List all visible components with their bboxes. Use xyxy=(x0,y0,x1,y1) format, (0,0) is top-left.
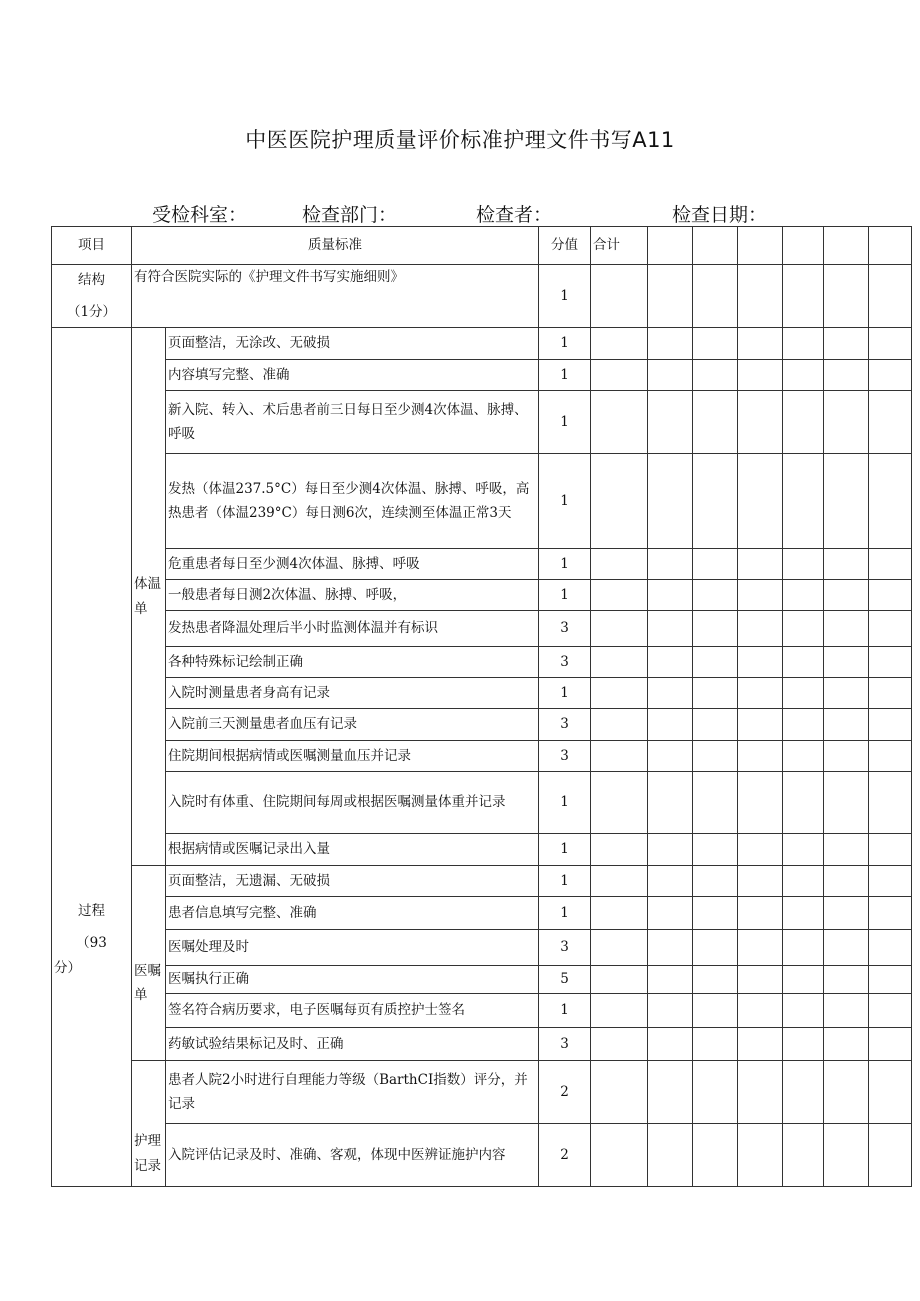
row-text: 入院时有体重、住院期间每周或根据医嘱测量体重并记录 xyxy=(166,772,539,834)
structure-standard-text: 有符合医院实际的《护理文件书写实施细则》 xyxy=(132,265,539,328)
table-row xyxy=(52,678,912,709)
header-item: 项目 xyxy=(52,227,132,265)
row-score: 1 xyxy=(539,360,591,391)
structure-score: 1 xyxy=(539,265,591,328)
row-text: 入院前三天测量患者血压有记录 xyxy=(166,709,539,741)
row-text: 内容填写完整、准确 xyxy=(166,360,539,391)
row-text: 患者信息填写完整、准确 xyxy=(166,897,539,930)
nursing-record-label: 护理记录 xyxy=(134,1133,161,1174)
table-row xyxy=(52,930,912,966)
row-score: 1 xyxy=(539,328,591,360)
row-score: 1 xyxy=(539,549,591,580)
row-text: 入院评估记录及时、准确、客观，体现中医辨证施护内容 xyxy=(166,1124,539,1187)
row-text: 各种特殊标记绘制正确 xyxy=(166,647,539,678)
doctor-order-label: 医嘱单 xyxy=(134,962,161,1003)
structure-label-cell xyxy=(52,265,132,328)
table-row xyxy=(52,580,912,611)
row-score: 3 xyxy=(539,741,591,772)
table-header-row xyxy=(52,227,912,265)
row-text: 住院期间根据病情或医嘱测量血压并记录 xyxy=(166,741,539,772)
row-text: 发热（体温237.5°C）每日至少测4次体温、脉搏、呼吸，高热患者（体温239°C）每日测6次，连续测至体温正常3天 xyxy=(166,454,539,549)
table-row xyxy=(52,866,912,897)
table-row xyxy=(52,549,912,580)
table-row xyxy=(52,709,912,741)
table-row xyxy=(52,772,912,834)
row-score: 3 xyxy=(539,1028,591,1061)
row-score: 1 xyxy=(539,866,591,897)
table-row xyxy=(52,897,912,930)
row-text: 签名符合病历要求，电子医嘱每页有质控护士签名 xyxy=(166,994,539,1028)
row-text: 页面整洁，无遗漏、无破损 xyxy=(166,866,539,897)
table-row xyxy=(52,834,912,866)
inspection-department-label: 检查部门： xyxy=(302,204,398,226)
process-points-a: （93 xyxy=(76,935,107,952)
table-row xyxy=(52,1028,912,1061)
structure-row xyxy=(52,265,912,328)
table-row xyxy=(52,360,912,391)
table-row xyxy=(52,1124,912,1187)
structure-label: 结构 xyxy=(78,271,105,288)
row-score: 3 xyxy=(539,709,591,741)
row-text: 药敏试验结果标记及时、正确 xyxy=(166,1028,539,1061)
row-text: 一般患者每日测2次体温、脉搏、呼吸， xyxy=(166,580,539,611)
structure-points: （1分） xyxy=(66,304,117,320)
table-row xyxy=(52,454,912,549)
row-text: 根据病情或医嘱记录出入量 xyxy=(166,834,539,866)
row-score: 1 xyxy=(539,834,591,866)
row-score: 3 xyxy=(539,611,591,647)
row-score: 2 xyxy=(539,1061,591,1124)
row-score: 1 xyxy=(539,454,591,549)
header-total: 合计 xyxy=(591,227,648,265)
temperature-chart-label-cell xyxy=(132,328,166,866)
document-title: 中医医院护理质量评价标准护理文件书写A11 xyxy=(245,128,675,152)
row-score: 1 xyxy=(539,994,591,1028)
row-text: 医嘱执行正确 xyxy=(166,966,539,994)
table-row xyxy=(52,647,912,678)
row-text: 入院时测量患者身高有记录 xyxy=(166,678,539,709)
row-score: 1 xyxy=(539,580,591,611)
process-label: 过程 xyxy=(78,903,105,920)
row-score: 3 xyxy=(539,647,591,678)
row-text: 新入院、转入、术后患者前三日每日至少测4次体温、脉搏、呼吸 xyxy=(166,391,539,454)
process-points-b: 分） xyxy=(54,959,81,976)
doctor-order-label-cell xyxy=(132,866,166,1061)
row-score: 1 xyxy=(539,897,591,930)
process-label-cell xyxy=(52,328,132,1187)
header-standard: 质量标准 xyxy=(132,227,539,265)
row-score: 1 xyxy=(539,772,591,834)
row-score: 1 xyxy=(539,678,591,709)
inspector-label: 检查者： xyxy=(476,204,553,226)
table-row xyxy=(52,1061,912,1124)
row-score: 2 xyxy=(539,1124,591,1187)
nursing-record-label-cell xyxy=(132,1061,166,1187)
table-row xyxy=(52,611,912,647)
table-row xyxy=(52,391,912,454)
header-score: 分值 xyxy=(539,227,591,265)
row-text: 危重患者每日至少测4次体温、脉搏、呼吸 xyxy=(166,549,539,580)
row-score: 1 xyxy=(539,391,591,454)
row-score: 5 xyxy=(539,966,591,994)
quality-standard-table xyxy=(51,226,912,1187)
table-row xyxy=(52,741,912,772)
row-text: 页面整洁，无涂改、无破损 xyxy=(166,328,539,360)
table-row xyxy=(52,966,912,994)
table-row xyxy=(52,994,912,1028)
row-text: 患者人院2小时进行自理能力等级（BarthCI指数）评分，并记录 xyxy=(166,1061,539,1124)
temperature-chart-label: 体温单 xyxy=(134,576,161,617)
table-row xyxy=(52,328,912,360)
inspection-date-label: 检查日期： xyxy=(672,204,768,226)
row-text: 医嘱处理及时 xyxy=(166,930,539,966)
row-text: 发热患者降温处理后半小时监测体温并有标识 xyxy=(166,611,539,647)
row-score: 3 xyxy=(539,930,591,966)
inspected-department-label: 受检科室： xyxy=(152,204,248,226)
